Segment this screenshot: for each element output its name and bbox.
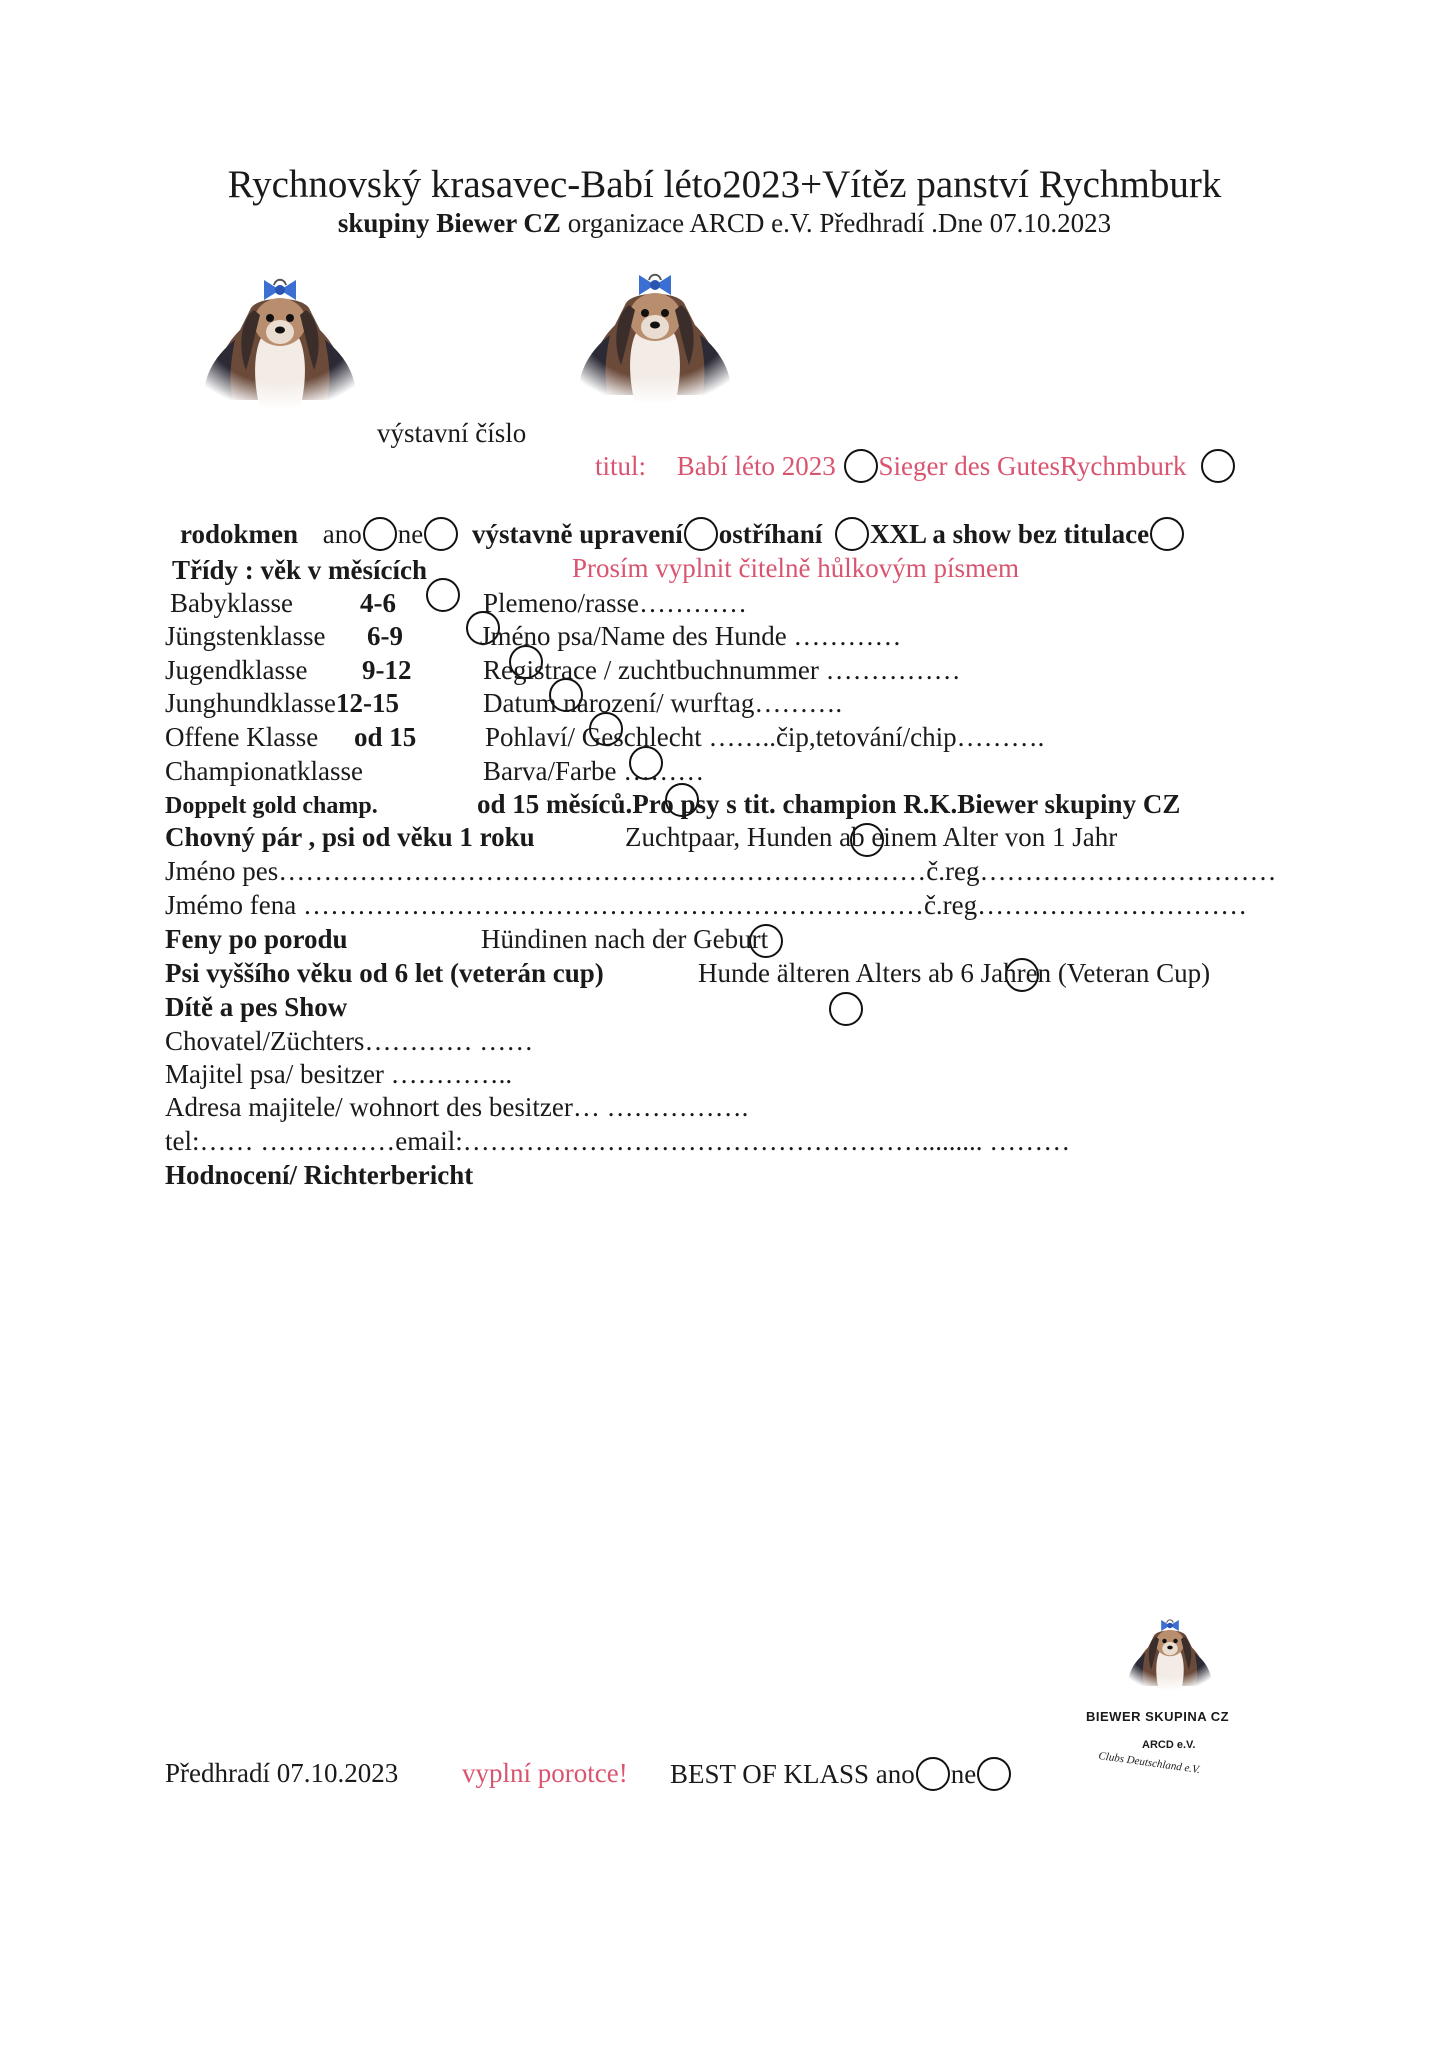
class-age: 4-6: [360, 588, 396, 618]
field-birth-date: Datum narození/ wurftag……….: [483, 688, 843, 718]
pedigree-no-label: ne: [397, 519, 424, 550]
pair-text: Zuchtpaar, Hunden ab einem Alter von 1 Jahr: [625, 822, 1118, 852]
trimmed-label: ostříhaní: [718, 519, 823, 550]
class-name: Jüngstenklasse: [165, 621, 326, 651]
class-age: 6-9: [367, 621, 403, 651]
class-name: Jugendklasse: [165, 655, 308, 685]
stamp-line1: BIEWER SKUPINA CZ: [1086, 1709, 1230, 1724]
doppelt-text: od 15 měsíců.Pro psy s tit. champion R.K.Biewer skupiny CZ: [477, 789, 1181, 819]
veteran-label: Psi vyššího věku od 6 let (veterán cup): [165, 958, 604, 988]
footer-judge-note: vyplní porotce!: [462, 1758, 628, 1788]
subtitle-rest: organizace ARCD e.V. Předhradí .Dne 07.10.2023: [560, 208, 1112, 238]
class-name: Babyklasse: [170, 588, 293, 618]
owner-field: Majitel psa/ besitzer …………..: [165, 1059, 513, 1089]
class-name: Junghundklasse: [165, 688, 336, 718]
title-option1-checkbox[interactable]: [844, 449, 878, 483]
dog-portrait-icon: [180, 250, 380, 410]
classes-heading: Třídy : věk v měsících: [172, 555, 427, 585]
pair-label: Chovný pár , psi od věku 1 roku: [165, 822, 535, 852]
title-label: titul:: [595, 451, 647, 482]
class-age: od 15: [354, 722, 417, 752]
footer-place-date: Předhradí 07.10.2023: [165, 1758, 399, 1788]
child-checkbox[interactable]: [829, 992, 863, 1026]
field-dog-name: Jméno psa/Name des Hunde …………: [480, 621, 902, 651]
class-name: Offene Klasse: [165, 722, 319, 752]
best-of-class-no-label: ne: [950, 1759, 977, 1790]
best-of-class-label: BEST OF KLASS ano: [670, 1759, 915, 1790]
pedigree-label: rodokmen: [180, 519, 299, 550]
subtitle-bold: skupiny Biewer CZ: [337, 208, 561, 238]
pedigree-yes-label: ano: [322, 519, 362, 550]
groomed-label: výstavně upravení: [472, 519, 683, 550]
groomed-checkbox[interactable]: [684, 517, 718, 551]
dog-portrait-icon: [1115, 1600, 1225, 1695]
club-stamp: [1080, 1600, 1260, 1800]
pedigree-yes-checkbox[interactable]: [363, 517, 397, 551]
breeder-field: Chovatel/Züchters………… ……: [165, 1026, 534, 1056]
instruction-text: Prosím vyplnit čitelně hůlkovým písmem: [572, 553, 1019, 583]
stamp-arc-text: Clubs Deutschland e.V.: [1097, 1749, 1201, 1777]
pair-bitch-field: Jmémo fena ……………………………………………………………č.reg…………………………: [165, 890, 1248, 920]
field-breed: Plemeno/rasse…………: [483, 588, 747, 618]
trimmed-checkbox[interactable]: [835, 517, 869, 551]
feny-label: Feny po porodu: [165, 924, 348, 954]
best-of-class-no-checkbox[interactable]: [977, 1757, 1011, 1791]
page-subtitle: [0, 210, 1449, 237]
title-line: [595, 452, 1236, 486]
field-registration: Registrace / zuchtbuchnummer ……………: [483, 655, 961, 685]
title-option2-checkbox[interactable]: [1201, 449, 1235, 483]
pedigree-no-checkbox[interactable]: [424, 517, 458, 551]
best-of-class: [670, 1760, 1012, 1794]
veteran-text: Hunde älteren Alters ab 6 Jahren (Veteran Cup): [698, 958, 1211, 988]
field-color: Barva/Farbe ………: [483, 756, 705, 786]
pair-dog-field: Jméno pes………………………………………………………………č.reg……………………………: [165, 856, 1277, 886]
contact-field: tel:…… ……………email:……………………………………………......... ………: [165, 1126, 1071, 1156]
xxl-label: XXL a show bez titulace: [870, 519, 1150, 550]
address-field: Adresa majitele/ wohnort des besitzer… …………….: [165, 1092, 749, 1122]
page-title: Rychnovský krasavec-Babí léto2023+Vítěz panství Rychmburk: [227, 163, 1222, 206]
stamp-line2: ARCD e.V.: [1142, 1739, 1196, 1751]
class-checkbox-baby[interactable]: [426, 578, 460, 612]
pedigree-line: [180, 520, 1185, 554]
child-label: Dítě a pes Show: [165, 992, 348, 1022]
evaluation-heading: Hodnocení/ Richterbericht: [165, 1160, 474, 1190]
class-age: 12-15: [336, 688, 399, 718]
dog-portrait-icon: [555, 245, 755, 405]
class-row-junghund: [165, 690, 399, 717]
xxl-checkbox[interactable]: [1150, 517, 1184, 551]
class-name: Championatklasse: [165, 756, 363, 786]
doppelt-label: Doppelt gold champ.: [165, 793, 378, 819]
title-option2: Sieger des GutesRychmburk: [878, 451, 1187, 482]
title-option1: Babí léto 2023: [676, 451, 836, 482]
feny-text: Hündinen nach der Geburt: [481, 924, 769, 954]
class-age: 9-12: [362, 655, 412, 685]
field-sex-chip: Pohlaví/ Geschlecht ……..čip,tetování/chip……….: [485, 722, 1045, 752]
exhibition-number-label: výstavní číslo: [377, 418, 527, 448]
best-of-class-yes-checkbox[interactable]: [916, 1757, 950, 1791]
